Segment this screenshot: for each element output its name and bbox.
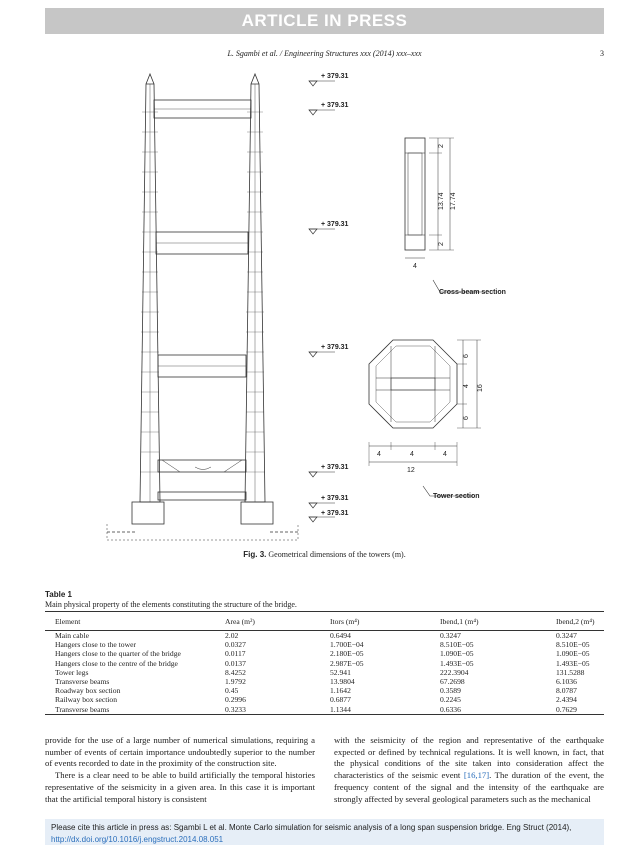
table-row [45, 631, 604, 641]
elevation-marker [309, 510, 349, 522]
citation-text: Please cite this article in press as: Sgambi L et al. Monte Carlo simulation for seismic analysis of a long span suspension bridge. Eng Struct (2014), [51, 823, 572, 832]
table-cell: Hangers close to the centre of the bridge [55, 658, 178, 668]
tower-section-label: Tower section [433, 493, 480, 500]
table-cell: 1.090E−05 [556, 649, 590, 659]
table-cell: Roadway box section [55, 686, 121, 696]
tower-section-width: 4 [410, 451, 414, 458]
table-header: Ibend,1 (m⁴) [440, 617, 479, 626]
table-cell: Railway box section [55, 695, 118, 705]
table-caption: Main physical property of the elements constituting the structure of the bridge. [45, 600, 297, 609]
cross-beam-width: 4 [413, 263, 417, 270]
citation-link[interactable]: [16,17] [463, 770, 490, 781]
table-cell: 1.493E−05 [440, 658, 474, 668]
tower-section-total: 12 [407, 467, 415, 474]
tower-section-dim: 16 [477, 384, 484, 392]
elevation-label: + 379.31 [321, 221, 349, 228]
body-paragraph: provide for the use of a large number of numerical simulations, requiring a number of events of certain importance undoubtedly superior to the number of events recorded to date in the proximity of the construction site. [45, 735, 315, 769]
table-cell: 0.6877 [330, 695, 351, 705]
table-cell: 1.090E−05 [440, 649, 474, 659]
body-paragraph: There is a clear need to be able to build artificially the temporal histories representative of the seismicity in a given area. In this case it is important that the artificial temporal history is consistent [45, 770, 315, 804]
table-row [45, 668, 604, 677]
table-cell: 8.4252 [225, 667, 246, 677]
table-cell: Hangers close to the tower [55, 640, 136, 650]
elevation-label: + 379.31 [321, 495, 349, 502]
table-cell: 222.3904 [440, 667, 469, 677]
cross-beam-section-drawing [405, 138, 485, 292]
tower-section-width: 4 [443, 451, 447, 458]
table-cell: 0.3247 [556, 631, 577, 640]
tower-section-width: 4 [377, 451, 381, 458]
doi-link[interactable]: http://dx.doi.org/10.1016/j.engstruct.2014.08.051 [51, 835, 224, 844]
cross-beam-dim: 2 [438, 242, 445, 246]
elevation-label: + 379.31 [321, 510, 349, 517]
table-row [45, 659, 604, 668]
cross-beam-dim: 13.74 [438, 192, 445, 210]
table-cell: 2.02 [225, 631, 239, 640]
elevation-marker [309, 102, 349, 115]
figure-caption-label: Fig. 3. [243, 550, 267, 559]
table-row [45, 705, 604, 715]
tower-section-dim: 6 [463, 416, 470, 420]
body-paragraph [334, 735, 604, 805]
table-cell: 6.1036 [556, 677, 577, 687]
tower-elevation-drawing [107, 74, 298, 540]
body-column-right [334, 735, 604, 805]
elevation-marker [309, 495, 349, 508]
cross-beam-section-label: Cross-beam section [439, 289, 506, 296]
table-label: Table 1 [45, 590, 72, 599]
table-cell: 52.941 [330, 667, 351, 677]
figure-caption [45, 550, 604, 559]
cross-beam-dim: 2 [438, 144, 445, 148]
elevation-label: + 379.31 [321, 102, 349, 109]
citation-footer [45, 819, 604, 845]
table-cell: 1.493E−05 [556, 658, 590, 668]
elevation-markers [309, 73, 349, 522]
table-cell: 131.5288 [556, 667, 585, 677]
table-header-row [45, 612, 604, 631]
table-cell: 0.6494 [330, 631, 351, 640]
body-text: . The duration of the event, the frequency content of the signal and the intensity of the earthquake are strongly affected by several geological parameters such as the mechanical [334, 770, 604, 804]
table-cell: 0.3589 [440, 686, 461, 696]
table-cell: 0.0327 [225, 640, 246, 650]
elevation-marker [309, 464, 349, 477]
table-row [45, 640, 604, 649]
table-cell: 1.700E−04 [330, 640, 364, 650]
table-cell: 2.180E−05 [330, 649, 364, 659]
table-cell: 0.2245 [440, 695, 461, 705]
table-row [45, 695, 604, 704]
running-head: L. Sgambi et al. / Engineering Structures xxx (2014) xxx–xxx [227, 49, 422, 58]
table-cell: Transverse beams [55, 677, 110, 687]
table-cell: 8.0787 [556, 686, 577, 696]
table-cell: Tower legs [55, 667, 89, 677]
table-cell: Transverse beams [55, 704, 110, 714]
elevation-marker [309, 344, 349, 357]
elevation-marker [309, 73, 349, 86]
table-cell: 8.510E−05 [556, 640, 590, 650]
article-in-press-banner: ARTICLE IN PRESS [45, 8, 604, 34]
tower-geometry-figure [45, 62, 604, 550]
page-number: 3 [600, 49, 604, 58]
table-header: Ibend,2 (m⁴) [556, 617, 595, 626]
table-cell: 67.2698 [440, 677, 465, 687]
properties-table [45, 611, 604, 715]
table-cell: 1.1642 [330, 686, 351, 696]
table-cell: 1.1344 [330, 704, 351, 714]
table-cell: 0.3233 [225, 704, 246, 714]
table-cell: Main cable [55, 631, 89, 640]
elevation-label: + 379.31 [321, 464, 349, 471]
table-cell: 1.9792 [225, 677, 246, 687]
table-cell: 0.45 [225, 686, 239, 696]
table-cell: 0.0117 [225, 649, 246, 659]
table-cell: 2.4394 [556, 695, 577, 705]
table-cell: 0.7629 [556, 704, 577, 714]
elevation-marker [309, 221, 349, 234]
right-foundation [241, 502, 273, 524]
table-header: Area (m²) [225, 617, 255, 626]
table-cell: 0.0137 [225, 658, 246, 668]
body-column-left [45, 735, 315, 805]
elevation-label: + 379.31 [321, 344, 349, 351]
figure-caption-text: Geometrical dimensions of the towers (m). [268, 550, 406, 559]
table-cell: 13.9804 [330, 677, 355, 687]
table-row [45, 649, 604, 658]
table-row [45, 677, 604, 686]
tower-section-dim: 6 [463, 354, 470, 358]
table-cell: 8.510E−05 [440, 640, 474, 650]
table-header: Itors (m⁴) [330, 617, 360, 626]
table-cell: 2.987E−05 [330, 658, 364, 668]
table-row [45, 686, 604, 695]
body-text: with the seismicity of the region and representative of the earthquake expected or defined by technical regulations. It is well known, in fact, that the physical conditions of the site taken into consideration affect the characteristics of the seismic event [334, 735, 604, 781]
table-cell: 0.6336 [440, 704, 461, 714]
left-foundation [132, 502, 164, 524]
table-cell: 0.2996 [225, 695, 246, 705]
elevation-label: + 379.31 [321, 73, 349, 80]
tower-section-dim: 4 [463, 384, 470, 388]
cross-beam-dim: 17.74 [450, 192, 457, 210]
table-cell: Hangers close to the quarter of the bridge [55, 649, 181, 659]
table-header: Element [55, 617, 81, 626]
table-cell: 0.3247 [440, 631, 461, 640]
